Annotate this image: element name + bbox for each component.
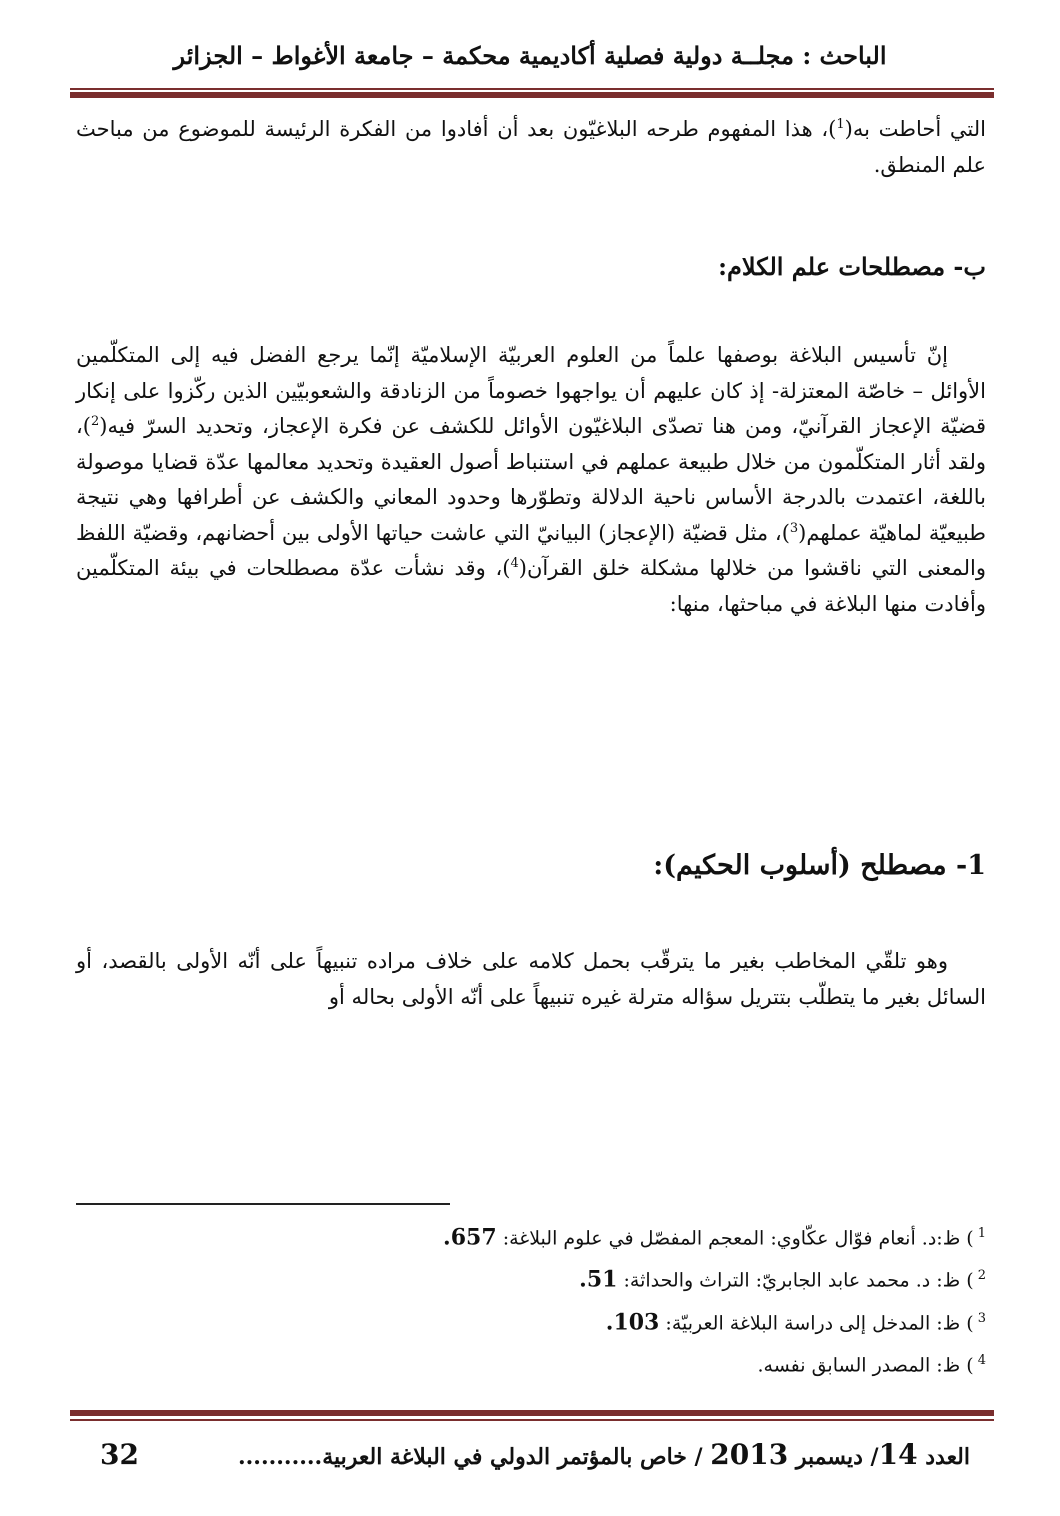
header-rule-thin [70, 88, 994, 90]
section-heading-1-block [76, 850, 986, 881]
footnote-ref-2: 2 [90, 414, 100, 429]
last-paragraph: وهو تلقّي المخاطب بغير ما يترقّب بحمل كلامه على خلاف مراده تنبيهاً على أنّه الأولى بالقصد، أو السائل بغير ما يتطلّب بتتريل سؤاله مترلة غيره تنبيهاً على أنّه الأولى بحاله أو [76, 949, 986, 1009]
running-header: الباحث : مجلــة دولية فصلية أكاديمية محكمة – جامعة الأغواط – الجزائر [173, 41, 887, 70]
page-number: 32 [100, 1438, 139, 1471]
running-footer: العدد 14/ ديسمبر 2013 / خاص بالمؤتمر الدولي في البلاغة العربية........... [237, 1438, 970, 1471]
section-heading-b-block [76, 252, 986, 281]
main-paragraph: إنّ تأسيس البلاغة بوصفها علماً من العلوم العربيّة الإسلاميّة إنّما يرجع الفضل فيه إلى المتكلّمين الأوائل – خاصّة المعتزلة- إذ كان عليهم أن يواجهوا خصوماً من الزنادقة والشعوبيّين الذين ركّزوا على إنكار قضيّة الإعجاز القرآنيّ، ومن هنا تصدّى البلاغيّون الأوائل للكشف عن فكرة الإعجاز، وتحديد السرّ فيه($^2$)، ولقد أثار المتكلّمون من خلال طبيعة عملهم في استنباط أصول العقيدة وتحديد معالمها عدّة قضايا موصولة باللغة، اعتمدت بالدرجة الأساس ناحية الدلالة وتطوّرها وحدود المعاني والكشف عن أطرافها وهي نتيجة طبيعيّة لماهيّة عملهم($^3$)، مثل قضيّة (الإعجاز) البيانيّ التي عاشت حياتها الأولى بين أحضانهم، وقضيّة اللفظ والمعنى التي ناقشوا من خلالها مشكلة خلق القرآن($^4$)، وقد نشأت عدّة مصطلحات في بيئة المتكلّمين وأفادت منها البلاغة في مباحثها، منها: [76, 343, 987, 616]
intro-paragraph: التي أحاطت به($^1$)، هذا المفهوم طرحه البلاغيّون بعد أن أفادوا من الفكرة الرئيسة للموضوع من مباحث علم المنطق. [76, 117, 986, 177]
last-paragraph-block [76, 944, 986, 1015]
intro-paragraph-block [76, 112, 986, 183]
footnote-ref-1: 1 [836, 117, 845, 132]
issue-number: 14 [878, 1438, 918, 1471]
issue-year: 2013 [710, 1438, 789, 1471]
section-heading-b: ب- مصطلحات علم الكلام: [718, 252, 986, 281]
footnote-separator [76, 1203, 450, 1205]
footnote-2: $^2$) ظ: د. محمد عابد الجابريّ: التراث والحداثة: 51. [579, 1266, 986, 1293]
footer-rule-thin [70, 1419, 994, 1421]
footnote-3: $^3$) ظ: المدخل إلى دراسة البلاغة العربيّة: 103. [605, 1308, 986, 1335]
header-rule-thick [70, 92, 994, 98]
footnote-1: $^1$) ظ:د. أنعام فوّال عكّاوي: المعجم المفصّل في علوم البلاغة: 657. [443, 1224, 986, 1251]
footnotes [76, 1215, 986, 1384]
section-heading-1: 1- مصطلح (أسلوب الحكيم): [653, 850, 986, 881]
footnote-ref-4: 4 [510, 556, 519, 571]
footnote-ref-3: 3 [789, 520, 799, 536]
footnote-4: $^4$) ظ: المصدر السابق نفسه. [757, 1352, 986, 1377]
main-paragraph-block [76, 338, 986, 622]
footer-rule-thick [70, 1410, 994, 1416]
